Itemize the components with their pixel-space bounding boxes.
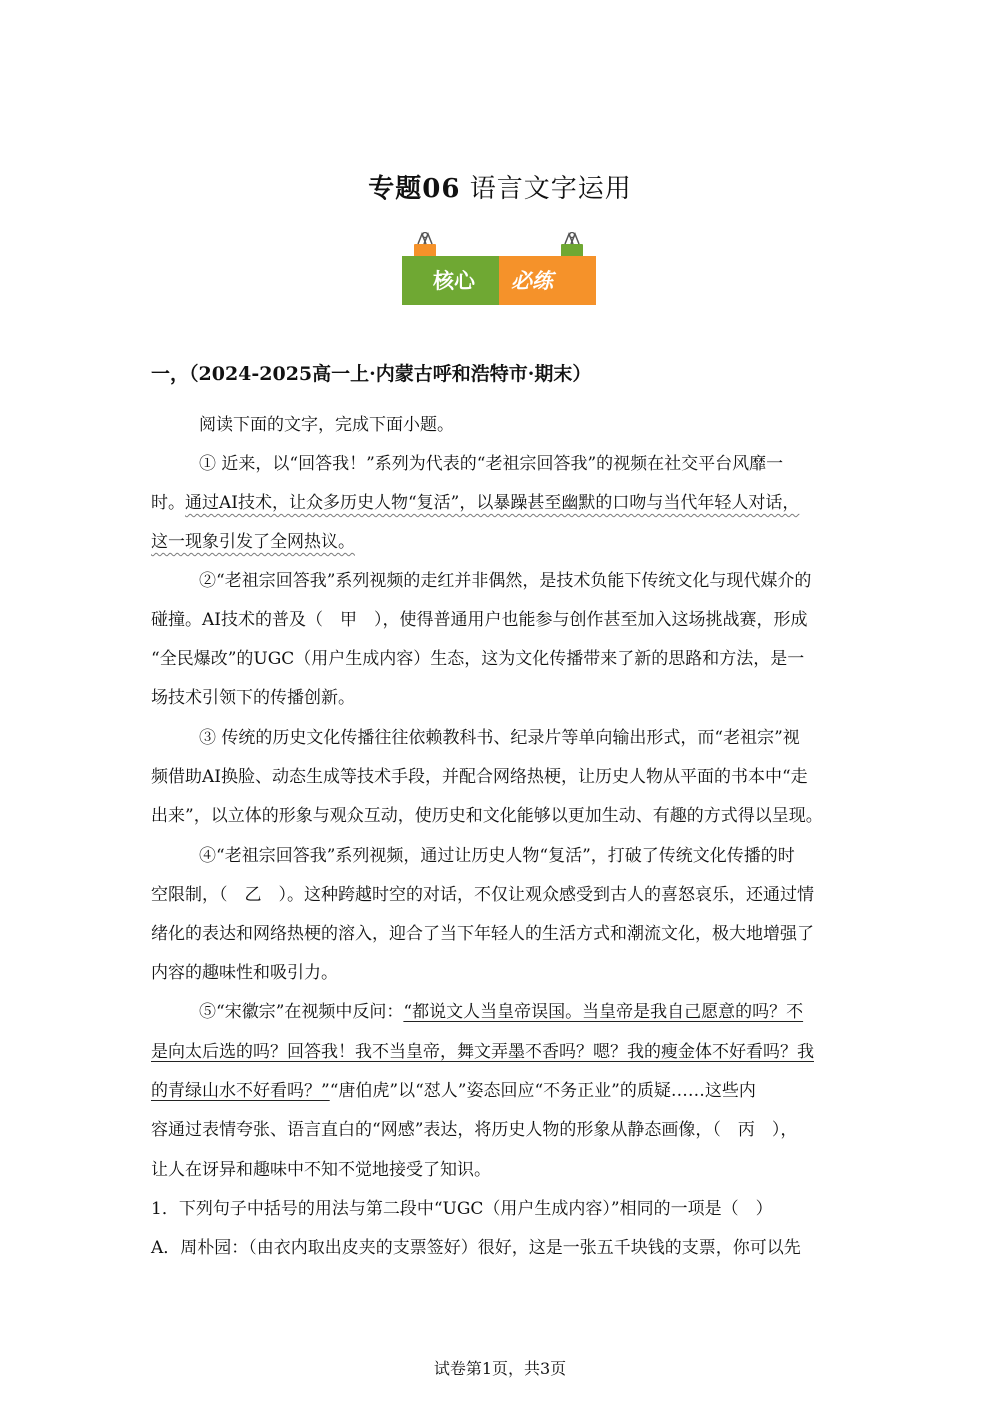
- paragraph-line: ③ 传统的历史文化传播往往依赖教科书、纪录片等单向输出形式，而“老祖宗”视: [199, 728, 800, 748]
- page-title: [0, 168, 1000, 205]
- paragraph-line: [151, 530, 355, 554]
- option-a: A．周朴园：（由衣内取出皮夹的支票签好）很好，这是一张五千块钱的支票，你可以先: [151, 1238, 801, 1258]
- paragraph-line: 让人在讶异和趣味中不知不觉地接受了知识。: [151, 1160, 491, 1180]
- paragraph-line: 出来”，以立体的形象与观众互动，使历史和文化能够以更加生动、有趣的方式得以呈现。: [151, 806, 823, 826]
- underlined-quote: 是向太后选的吗？回答我！我不当皇帝，舞文弄墨不香吗？嗯？我的瘦金体不好看吗？我: [151, 1042, 814, 1062]
- paragraph-line: [151, 1040, 814, 1064]
- instruction-text: 阅读下面的文字，完成下面小题。: [199, 415, 454, 435]
- binder-clip-icon-left: [414, 233, 436, 259]
- paragraph-line: [199, 1000, 803, 1024]
- badge-graphic: [402, 232, 598, 306]
- paragraph-line: 绪化的表达和网络热梗的溶入，迎合了当下年轻人的生活方式和潮流文化，极大地增强了: [151, 924, 814, 944]
- paragraph-line: 碰撞。AI技术的普及（ 甲 ），使得普通用户也能参与创作甚至加入这场挑战赛，形成: [151, 610, 808, 630]
- text-segment: ⑤“宋徽宗”在视频中反问：: [199, 1002, 404, 1022]
- underlined-quote: “都说文人当皇帝误国。当皇帝是我自己愿意的吗？不: [403, 1002, 804, 1022]
- paragraph-line: 空限制，（ 乙 ）。这种跨越时空的对话，不仅让观众感受到古人的喜怒哀乐，还通过情: [151, 885, 814, 905]
- underlined-quote: 的青绿山水不好看吗？”: [151, 1081, 330, 1101]
- question-stem: 1．下列句子中括号的用法与第二段中“UGC（用户生成内容）”相同的一项是（ ）: [151, 1199, 773, 1219]
- title-main: 专题06: [368, 174, 461, 204]
- binder-clip-icon-right: [561, 233, 583, 259]
- wavy-underlined-text: 这一现象引发了全网热议。: [151, 532, 355, 552]
- text-segment: 时。: [151, 493, 185, 513]
- paragraph-line: “全民爆改”的UGC（用户生成内容）生态，这为文化传播带来了新的思路和方法，是一: [151, 649, 805, 669]
- badge-right-label: 必练: [511, 269, 553, 293]
- page-footer: 试卷第1页，共3页: [433, 1359, 567, 1378]
- paragraph-line: [151, 1079, 756, 1103]
- paragraph-line: 场技术引领下的传播创新。: [151, 688, 355, 708]
- paragraph-line: [151, 491, 799, 515]
- wavy-underlined-text: 通过AI技术，让众多历史人物“复活”，以暴躁甚至幽默的口吻与当代年轻人对话，: [185, 493, 800, 513]
- badge-left-label: 核心: [433, 269, 475, 293]
- core-practice-badge: [402, 232, 598, 306]
- paragraph-line: ① 近来，以“回答我！”系列为代表的“老祖宗回答我”的视频在社交平台风靡一: [199, 454, 784, 474]
- section-heading: 一，（2024-2025高一上·内蒙古呼和浩特市·期末）: [151, 363, 592, 385]
- paragraph-line: ②“老祖宗回答我”系列视频的走红并非偶然，是技术负能下传统文化与现代媒介的: [199, 571, 812, 591]
- paragraph-line: 内容的趣味性和吸引力。: [151, 963, 338, 983]
- paragraph-line: ④“老祖宗回答我”系列视频，通过让历史人物“复活”，打破了传统文化传播的时: [199, 846, 795, 866]
- paragraph-line: 容通过表情夸张、语言直白的“网感”表达，将历史人物的形象从静态画像，（ 丙 ），: [151, 1120, 798, 1140]
- paragraph-line: 频借助AI换脸、动态生成等技术手段，并配合网络热梗，让历史人物从平面的书本中“走: [151, 767, 808, 787]
- title-sub: 语言文字运用: [460, 174, 632, 204]
- text-segment: “唐伯虎”以“怼人”姿态回应“不务正业”的质疑……这些内: [329, 1081, 756, 1101]
